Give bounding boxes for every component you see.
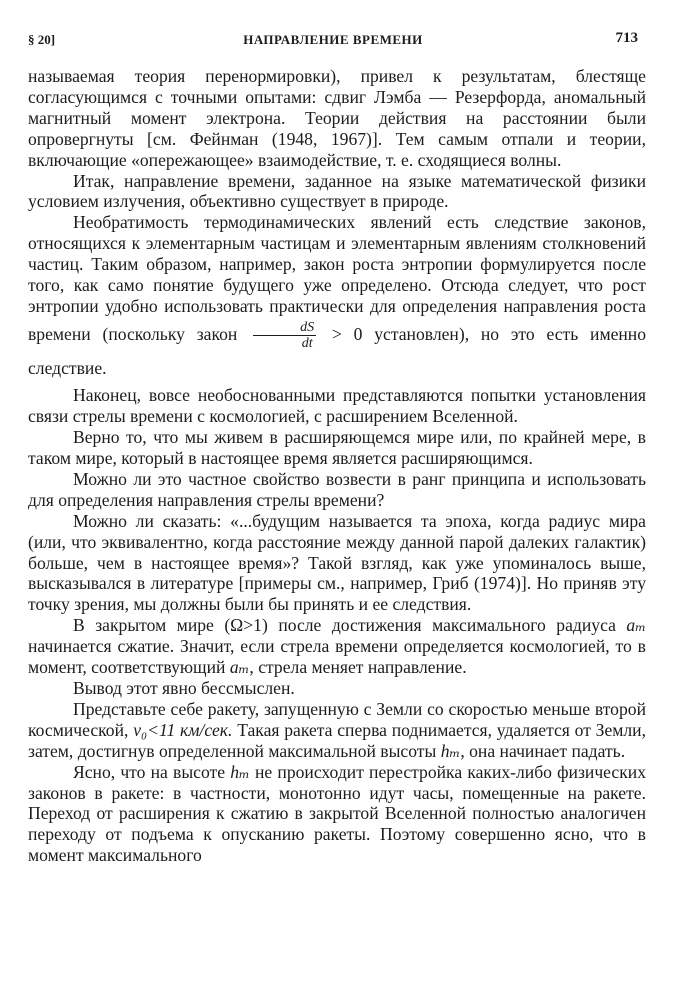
page-number: 713 (615, 30, 638, 46)
paragraph-8 (28, 615, 646, 678)
paragraph-7: Можно ли сказать: «...будущим называется та эпоха, когда радиус мира (или, что эквивалентно, когда расстояние между данной парой далеких галактик) больше, чем в настоящее время»? Такой взгляд, как уже упоминалось выше, высказывался в литературе [примеры см., например, Гриб (1974)]. Но приняв эту точку зрения, мы должны были бы принять и ее следствия. (28, 510, 646, 615)
paragraph-1: называемая теория перенормировки), привел к результатам, блестяще согласующимся с точными опытами: сдвиг Лэмба — Резерфорда, аномальный магнитный момент электрона. Теории действия на расстоянии были опровергнуты [см. Фейнман (1948, 1967)]. Тем самым отпали и теории, включающие «опережающее» взаимодействие, т. е. сходящиеся волны. (28, 66, 646, 170)
paragraph-10-text-c: , она начинает падать. (460, 740, 626, 761)
formula-lead-text: (поскольку закон (102, 323, 238, 344)
paragraph-10 (28, 699, 646, 762)
paragraph-5: Верно то, что мы живем в расширяющемся мире или, по крайней мере, в таком мире, который в настоящее время является расширяющимся. (28, 427, 646, 469)
fraction-denominator: dt (301, 336, 313, 352)
ds-dt-fraction (253, 320, 316, 351)
velocity-expression: v₀<11 (133, 719, 176, 740)
running-header (28, 30, 638, 54)
paragraph-8-text-a: В закрытом мире (Ω>1) после достижения максимального радиуса (73, 615, 616, 636)
paragraph-9: Вывод этот явно бессмыслен. (73, 678, 295, 699)
paragraph-10-text-a: Представьте себе ракету, запущенную с Земли со скоростью меньше второй космической, (28, 698, 646, 740)
radius-symbol-2: aₘ (229, 657, 250, 678)
paragraph-10-text-b: Такая ракета сперва поднимается, удаляется от Земли, затем, достигнув определенной максимальной высоты (28, 719, 646, 761)
body-text (28, 66, 646, 866)
paragraph-3-text: Необратимость термодинамических явлений есть следствие законов, относящихся к элементарным частицам и элементарным явлениям столкновений частиц. Таким образом, например, закон роста энтропии формулируется после того, как само понятие будущего уже определено. Отсюда следует, что рост энтропии удобно использовать практически для определения направления роста времени (28, 212, 646, 344)
paragraph-11-text-b: не происходит перестройка каких-либо физических законов в ракете: в частности, монотонно идут часы, помещенные на ракете. Переход от расширения к сжатию в закрытой Вселенной полностью аналогичен переходу от подъема к опусканию ракеты. Поэтому совершенно ясно, что в момент максимального (28, 761, 646, 866)
paragraph-11 (28, 762, 646, 867)
paragraph-8-text-c: , стрела меняет направление. (249, 657, 467, 678)
height-symbol: hₘ (440, 740, 461, 761)
paragraph-3 (28, 212, 646, 385)
height-symbol-2: hₘ (230, 761, 250, 782)
formula-tail-text: > 0 установлен), но это есть именно следствие. (28, 323, 647, 379)
velocity-unit: км/сек. (180, 719, 233, 740)
fraction-numerator: dS (253, 320, 316, 336)
section-number: § 20] (28, 32, 56, 47)
running-title: НАПРАВЛЕНИЕ ВРЕМЕНИ (243, 32, 423, 47)
paragraph-11-text-a: Ясно, что на высоте (73, 761, 226, 782)
paragraph-4: Наконец, вовсе необоснованными представляются попытки установления связи стрелы времени с космологией, с расширением Вселенной. (28, 385, 646, 427)
paragraph-2: Итак, направление времени, заданное на языке математической физики условием излучения, объективно существует в природе. (28, 170, 646, 212)
paragraph-6: Можно ли это частное свойство возвести в ранг принципа и использовать для определения направления стрелы времени? (28, 468, 646, 510)
entropy-formula-line (28, 320, 647, 379)
radius-symbol: aₘ (626, 615, 647, 636)
paragraph-8-text-b: начинается сжатие. Значит, если стрела времени определяется космологией, то в момент, соответствующий (28, 636, 646, 678)
